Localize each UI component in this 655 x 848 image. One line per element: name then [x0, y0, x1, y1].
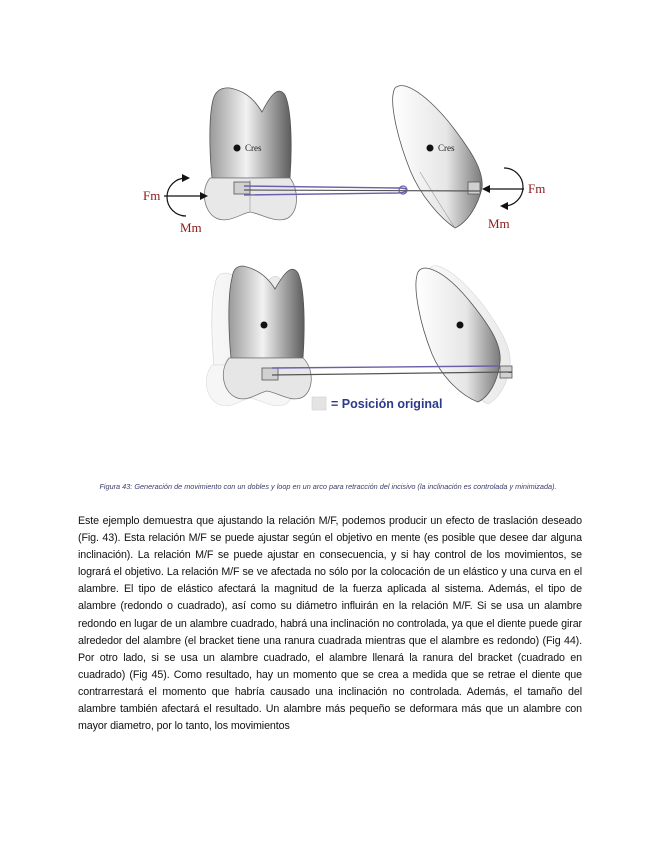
- cres-label-left: Cres: [245, 143, 262, 153]
- force-moment-left: [164, 174, 208, 216]
- bracket-molar-top: [234, 182, 250, 194]
- cres-point-right: [427, 145, 434, 152]
- legend-label: = Posición original: [331, 397, 443, 411]
- cres-point-bottom-right: [457, 322, 464, 329]
- moment-label-left: Mm: [180, 220, 202, 235]
- bracket-incisor-top: [468, 182, 480, 194]
- moment-label-right: Mm: [488, 216, 510, 231]
- force-label-left: Fm: [143, 188, 161, 203]
- cres-label-right: Cres: [438, 143, 455, 153]
- cres-point-left: [234, 145, 241, 152]
- legend-swatch: [312, 397, 326, 410]
- incisor-tooth-bottom: [416, 268, 500, 402]
- bracket-molar-bottom: [262, 368, 278, 380]
- cres-point-bottom-left: [261, 322, 268, 329]
- figure-caption: Figura 43: Generación de movimiento con un dobles y loop en un arco para retracción del incisivo (la inclinación es controlada y minimizada).: [99, 482, 557, 491]
- incisor-tooth-top: [393, 86, 483, 228]
- molar-tooth-top: [204, 88, 296, 220]
- body-paragraph: Este ejemplo demuestra que ajustando la relación M/F, podemos producir un efecto de traslación deseado (Fig. 43). Esta relación M/F se puede ajustar según el objetivo en mente (es posible que desee dar alguna inclinación). La relación M/F se puede ajustar en consecuencia, y si hay control de los movimientos, se logrará el objetivo. La relación M/F se ve afectada no sólo por la colocación de un elástico y una curva en el alambre. El tipo de elástico afectará la magnitud de la fuerza aplicada al sistema. Además, el tipo de alambre (redondo o cuadrado), así como su diámetro influirán en la relación M/F. Si se usa un alambre redondo en lugar de un alambre cuadrado, habrá una inclinación no controlada, ya que el diente puede girar alrededor del alambre (el bracket tiene una ranura cuadrada mientras que el alambre es redondo) (Fig 44). Por otro lado, si se usa un alambre cuadrado, el alambre llenará la ranura del bracket (cuadrado en cuadrado) (Fig 45). Como resultado, hay un momento que se crea a medida que se retrae el diente que contrarrestará el momento que habría causado una inclinación no controlada. Además, el tamaño del alambre también afectará el resultado. Un alambre más pequeño se deformara más que un alambre con mayor diametro, por lo tanto, los movimientos: [78, 515, 582, 733]
- force-moment-right: [482, 168, 524, 210]
- force-label-right: Fm: [528, 181, 546, 196]
